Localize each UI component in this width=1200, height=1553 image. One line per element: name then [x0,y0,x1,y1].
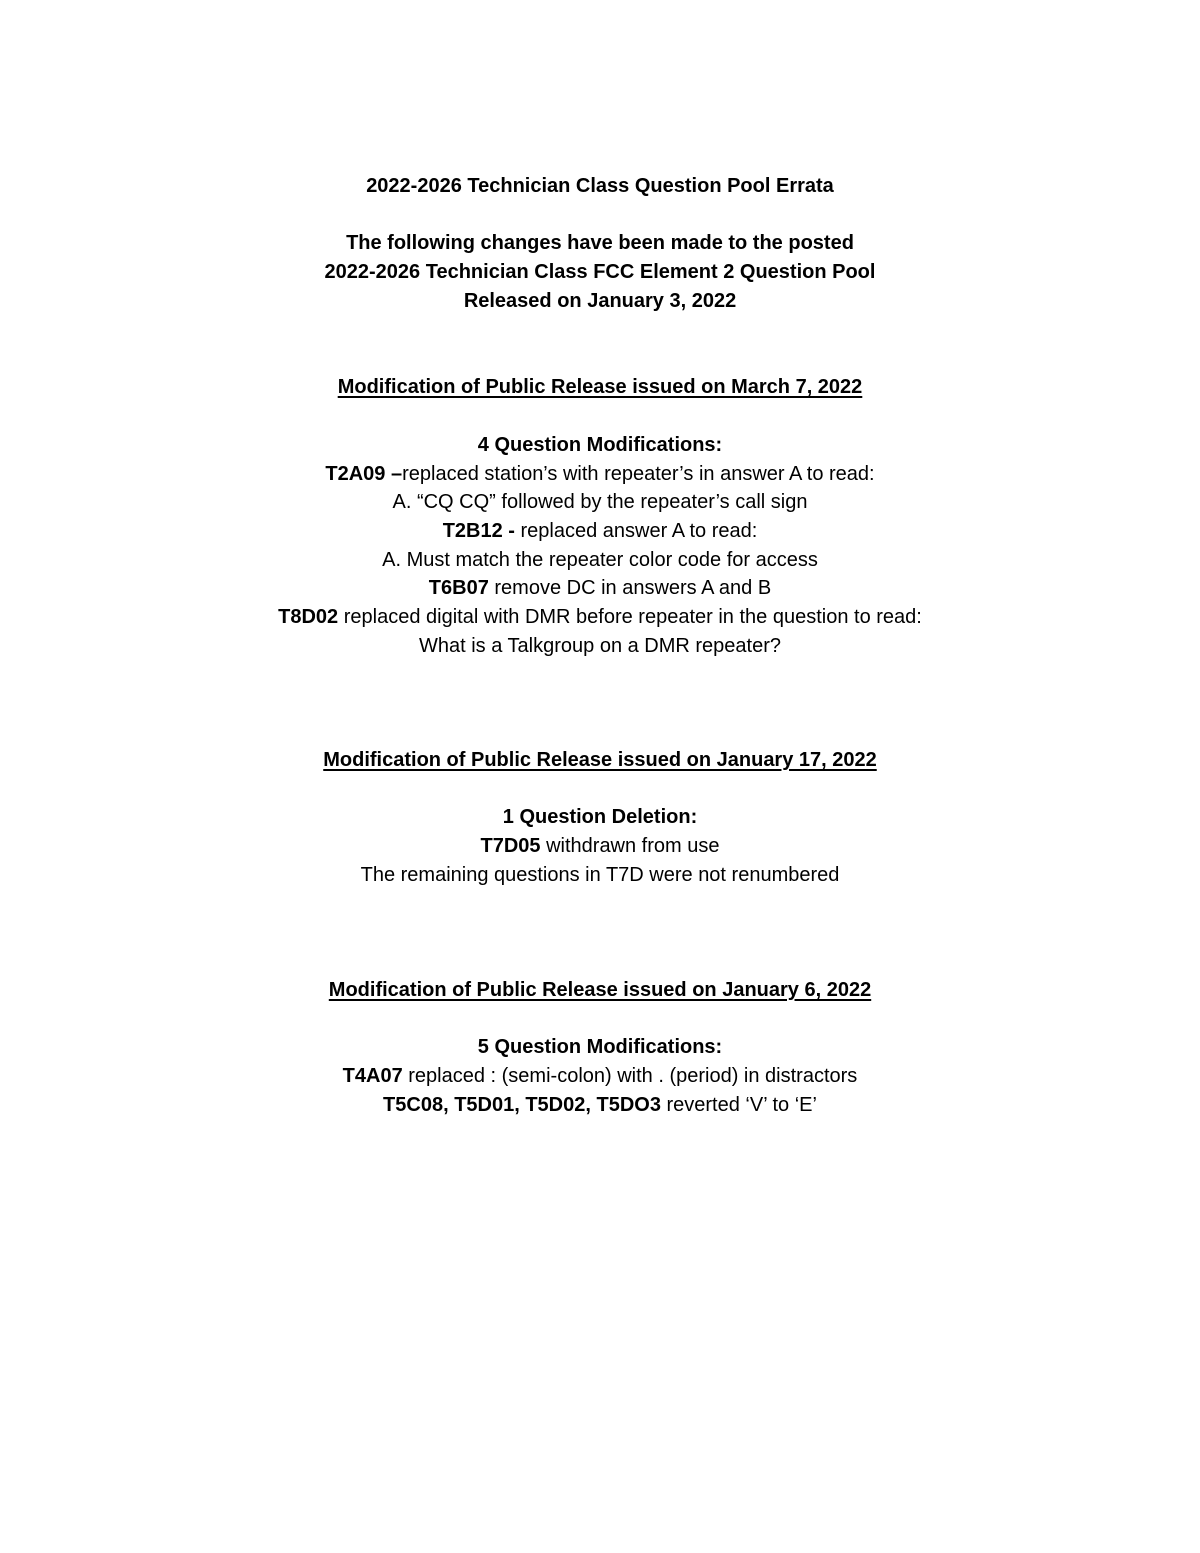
question-code: T6B07 [428,577,489,599]
section-heading-march-7: Modification of Public Release issued on March 7, 2022 [337,376,863,398]
question-code: T8D02 [278,606,339,628]
modification-item [0,517,1200,545]
question-code: T4A07 [342,1065,403,1087]
modification-text: replaced answer A to read: [514,520,758,542]
section-subheading: 4 Question Modifications: [477,434,723,456]
question-code: T2A09 – [325,463,403,485]
question-code: T5C08, T5D01, T5D02, T5DO3 [383,1094,661,1116]
modification-text: reverted ‘V’ to ‘E’ [660,1094,817,1116]
modification-text: replaced : (semi-colon) with . (period) in distractors [402,1065,858,1087]
modification-item [0,574,1200,602]
modification-item [0,460,1200,488]
question-code: T7D05 [480,835,541,857]
section-heading-january-6: Modification of Public Release issued on January 6, 2022 [328,979,872,1001]
modification-text: replaced station’s with repeater’s in answer A to read: [402,463,875,485]
modification-text: replaced digital with DMR before repeater in the question to read: [338,606,922,628]
modification-text: A. “CQ CQ” followed by the repeater’s call sign [392,491,808,513]
modification-text: remove DC in answers A and B [488,577,772,599]
modification-item [0,632,1200,660]
modification-text: withdrawn from use [540,835,720,857]
modification-item [0,546,1200,574]
modification-text: A. Must match the repeater color code for access [382,549,818,571]
document-title: 2022-2026 Technician Class Question Pool Errata [366,175,834,197]
section-subheading: 1 Question Deletion: [502,806,698,828]
intro-line-2: 2022-2026 Technician Class FCC Element 2 Question Pool [324,261,876,283]
section-heading-january-17: Modification of Public Release issued on January 17, 2022 [323,749,877,771]
modification-text: The remaining questions in T7D were not renumbered [360,864,840,886]
modification-item [0,1091,1200,1119]
modification-item [0,861,1200,889]
modification-item [0,832,1200,860]
section-subheading: 5 Question Modifications: [477,1036,723,1058]
modification-item [0,603,1200,631]
modification-item [0,1062,1200,1090]
modification-item [0,488,1200,516]
question-code: T2B12 - [442,520,515,542]
intro-line-3: Released on January 3, 2022 [463,290,737,312]
intro-line-1: The following changes have been made to the posted [346,232,854,254]
modification-text: What is a Talkgroup on a DMR repeater? [418,635,782,657]
